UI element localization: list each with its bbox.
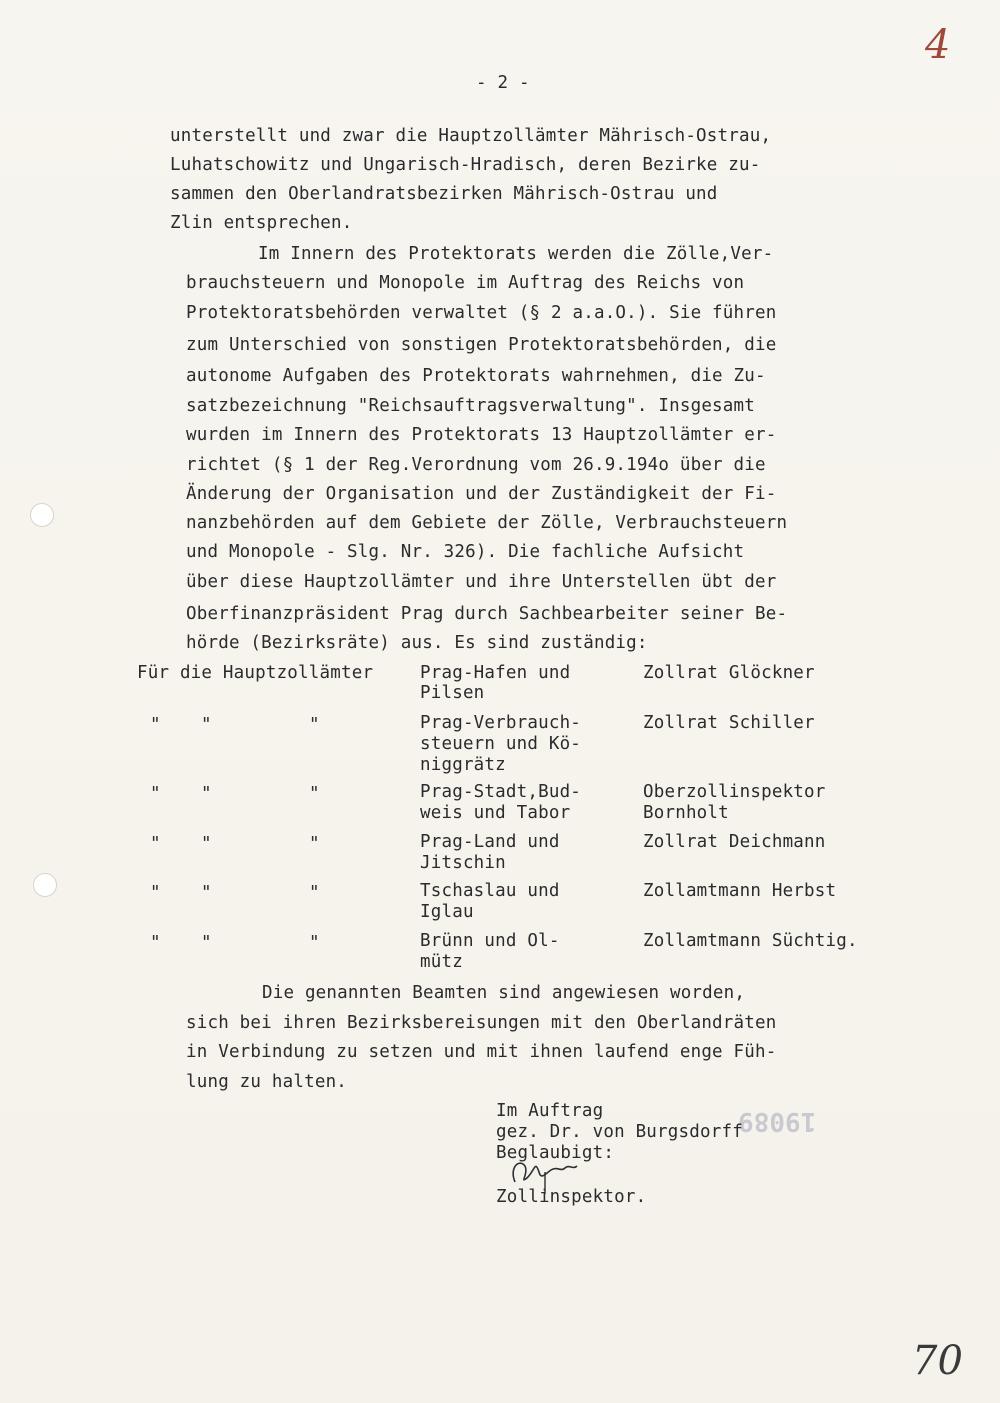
para2-line: Änderung der Organisation und der Zuständigkeit der Fi- bbox=[186, 484, 777, 504]
handwritten-folio-number: 70 bbox=[912, 1338, 963, 1384]
table-office: Jitschin bbox=[420, 853, 506, 873]
table-office: Prag-Verbrauch- bbox=[420, 713, 582, 733]
table-office: Tschaslau und bbox=[420, 881, 560, 901]
table-official: Zollrat Glöckner bbox=[643, 663, 815, 683]
table-official: Zollamtmann Süchtig. bbox=[643, 931, 858, 951]
para1-line: sammen den Oberlandratsbezirken Mährisch-Ostrau und bbox=[170, 184, 718, 204]
punch-hole-upper bbox=[30, 503, 54, 527]
para2-line: wurden im Innern des Protektorats 13 Hauptzollämter er- bbox=[186, 425, 777, 445]
ditto-mark: " bbox=[309, 715, 320, 735]
para3-line: in Verbindung zu setzen und mit ihnen laufend enge Füh- bbox=[186, 1042, 777, 1062]
table-official: Zollrat Schiller bbox=[643, 713, 815, 733]
ditto-mark: " bbox=[150, 715, 161, 735]
para2-line: richtet (§ 1 der Reg.Verordnung vom 26.9.194o über die bbox=[186, 455, 766, 475]
ditto-mark: " bbox=[201, 784, 212, 804]
para2-line: nanzbehörden auf dem Gebiete der Zölle, Verbrauchsteuern bbox=[186, 513, 788, 533]
ditto-mark: " bbox=[150, 883, 161, 903]
para2-line: und Monopole - Slg. Nr. 326). Die fachliche Aufsicht bbox=[186, 542, 745, 562]
handwritten-page-mark: 4 bbox=[925, 22, 951, 68]
para2-line: brauchsteuern und Monopole im Auftrag des Reichs von bbox=[186, 273, 745, 293]
table-office: Pilsen bbox=[420, 683, 485, 703]
table-office: Iglau bbox=[420, 902, 474, 922]
para2-line: über diese Hauptzollämter und ihre Unterstellen übt der bbox=[186, 572, 777, 592]
para2-line: satzbezeichnung "Reichsauftragsverwaltung". Insgesamt bbox=[186, 396, 756, 416]
ditto-mark: " bbox=[201, 933, 212, 953]
ditto-mark: " bbox=[309, 834, 320, 854]
para1-line: unterstellt und zwar die Hauptzollämter Mährisch-Ostrau, bbox=[170, 126, 772, 146]
signature-line: Beglaubigt: bbox=[496, 1143, 615, 1163]
signature-line: Im Auftrag bbox=[496, 1101, 604, 1121]
ditto-mark: " bbox=[201, 883, 212, 903]
para1-line: Luhatschowitz und Ungarisch-Hradisch, deren Bezirke zu- bbox=[170, 155, 761, 175]
para2-line: Oberfinanzpräsident Prag durch Sachbearbeiter seiner Be- bbox=[186, 604, 788, 624]
table-office: Prag-Land und bbox=[420, 832, 560, 852]
table-official: Oberzollinspektor bbox=[643, 782, 826, 802]
signature-line: gez. Dr. von Burgsdorff bbox=[496, 1122, 743, 1142]
ditto-mark: " bbox=[309, 883, 320, 903]
para2-line: hörde (Bezirksräte) aus. Es sind zuständig: bbox=[186, 633, 648, 653]
ditto-mark: " bbox=[150, 933, 161, 953]
table-office: Prag-Hafen und bbox=[420, 663, 571, 683]
table-office: weis und Tabor bbox=[420, 803, 571, 823]
table-office: niggrätz bbox=[420, 755, 506, 775]
table-office: mütz bbox=[420, 952, 463, 972]
table-office: Brünn und Ol- bbox=[420, 931, 560, 951]
punch-hole-lower bbox=[33, 873, 57, 897]
table-official: Zollrat Deichmann bbox=[643, 832, 826, 852]
ditto-mark: " bbox=[150, 834, 161, 854]
page-number: - 2 - bbox=[476, 73, 530, 93]
para3-line: sich bei ihren Bezirksbereisungen mit den Oberlandräten bbox=[186, 1013, 777, 1033]
ditto-mark: " bbox=[150, 784, 161, 804]
ditto-mark: " bbox=[309, 933, 320, 953]
para3-line: lung zu halten. bbox=[186, 1072, 348, 1092]
signature-title: Zollinspektor. bbox=[496, 1187, 647, 1207]
table-office: steuern und Kö- bbox=[420, 734, 582, 754]
table-lead-label: Für die Hauptzollämter bbox=[137, 663, 374, 683]
ditto-mark: " bbox=[201, 715, 212, 735]
para2-line: Protektoratsbehörden verwaltet (§ 2 a.a.O.). Sie führen bbox=[186, 303, 777, 323]
para2-line: Im Innern des Protektorats werden die Zölle,Ver- bbox=[258, 244, 774, 264]
bleed-through-stamp: 19089 bbox=[738, 1106, 817, 1136]
para3-line: Die genannten Beamten sind angewiesen worden, bbox=[262, 983, 746, 1003]
para1-line: Zlin entsprechen. bbox=[170, 213, 353, 233]
table-official: Zollamtmann Herbst bbox=[643, 881, 837, 901]
table-official: Bornholt bbox=[643, 803, 729, 823]
ditto-mark: " bbox=[201, 834, 212, 854]
para2-line: autonome Aufgaben des Protektorats wahrnehmen, die Zu- bbox=[186, 366, 766, 386]
para2-line: zum Unterschied von sonstigen Protektoratsbehörden, die bbox=[186, 335, 777, 355]
ditto-mark: " bbox=[309, 784, 320, 804]
table-office: Prag-Stadt,Bud- bbox=[420, 782, 582, 802]
